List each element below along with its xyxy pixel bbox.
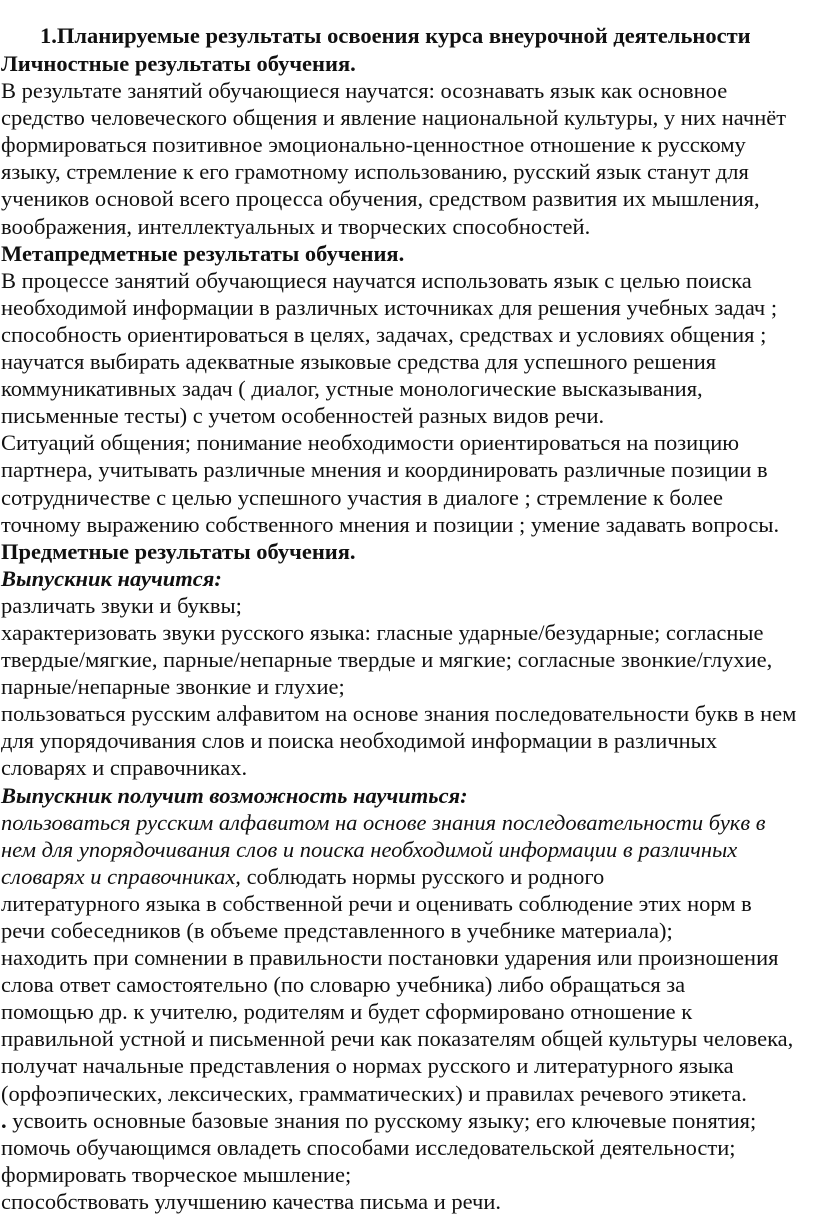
paragraph-line: необходимой информации в различных источниках для решения учебных задач ; [1,294,778,320]
subject-results-heading: Предметные результаты обучения. [1,538,356,564]
paragraph-line: точному выражению собственного мнения и позиции ; умение задавать вопросы. [1,511,780,537]
document-page [0,22,816,1215]
paragraph-line: словарях и справочниках. [1,755,248,781]
paragraph-line: правильной устной и письменной речи как показателям общей культуры человека, [1,1026,794,1052]
personal-results-heading: Личностные результаты обучения. [1,51,356,76]
paragraph-line: литературного языка в собственной речи и оценивать соблюдение этих норм в [1,890,752,916]
paragraph-line: твердые/мягкие, парные/непарные твердые и мягкие; согласные звонкие/глухие, [1,647,773,673]
graduate-will-learn-heading: Выпускник научится: [1,565,222,591]
paragraph-line: партнера, учитывать различные мнения и координировать различные позиции в [1,457,768,483]
paragraph-line: Ситуаций общения; понимание необходимости ориентироваться на позицию [1,430,740,456]
paragraph-line: В результате занятий обучающиеся научатся: осознавать язык как основное [1,78,728,104]
paragraph-line: слова ответ самостоятельно (по словарю учебника) либо обращаться за [1,972,686,998]
paragraph-line: помочь обучающимся овладеть способами исследовательской деятельности; [1,1134,736,1160]
paragraph-line: научатся выбирать адекватные языковые средства для успешного решения [1,349,717,375]
bullet-text: усвоить основные базовые знания по русскому языку; его ключевые понятия; [6,1107,757,1133]
paragraph-line: пользоваться русским алфавитом на основе знания последовательности букв в нем [1,701,797,727]
bullet-paragraph-line [1,1107,816,1134]
italic-paragraph-line: нем для упорядочивания слов и поиска необходимой информации в различных [1,836,738,862]
meta-results-heading: Метапредметные результаты обучения. [1,240,405,266]
paragraph-line: В процессе занятий обучающиеся научатся использовать язык с целью поиска [1,267,752,293]
paragraph-line: для упорядочивания слов и поиска необходимой информации в различных [1,728,718,754]
graduate-opportunity-heading: Выпускник получит возможность научиться: [1,782,468,808]
paragraph-line: находить при сомнении в правильности постановки ударения или произношения [1,945,779,971]
paragraph-line: учеников основой всего процесса обучения, средством развития их мышления, [1,186,760,212]
mixed-paragraph-line [1,863,816,890]
paragraph-line: получат начальные представления о нормах русского и литературного языка [1,1053,734,1079]
paragraph-line: языку, стремление к его грамотному использованию, русский язык станут для [1,159,749,185]
paragraph-line: парные/непарные звонкие и глухие; [1,674,345,700]
paragraph-line: сотрудничестве с целью успешного участия в диалоге ; стремление к более [1,484,723,510]
paragraph-line: коммуникативных задач ( диалог, устные монологические высказывания, [1,376,703,402]
bullet-mark: . [1,1107,7,1133]
paragraph-line: различать звуки и буквы; [1,592,242,618]
paragraph-line: способность ориентироваться в целях, задачах, средствах и условиях общения ; [1,321,767,347]
paragraph-line: помощью др. к учителю, родителям и будет сформировано отношение к [1,999,693,1025]
paragraph-line: воображения, интеллектуальных и творческих способностей. [1,213,591,239]
paragraph-line: (орфоэпических, лексических, грамматических) и правилах речевого этикета. [1,1080,747,1106]
paragraph-line: письменные тесты) с учетом особенностей разных видов речи. [1,403,605,429]
paragraph-line: средство человеческого общения и явление национальной культуры, у них начнёт [1,105,787,131]
italic-text: словарях и справочниках, [1,863,241,889]
paragraph-line: формировать творческое мышление; [1,1161,352,1187]
regular-text: соблюдать нормы русского и родного [240,863,605,889]
italic-paragraph-line: пользоваться русским алфавитом на основе знания последовательности букв в [1,809,766,835]
paragraph-line: способствовать улучшению качества письма и речи. [1,1188,502,1214]
document-title: 1.Планируемые результаты освоения курса внеурочной деятельности [40,23,751,48]
paragraph-line: характеризовать звуки русского языка: гласные ударные/безударные; согласные [1,619,764,645]
paragraph-line: речи собеседников (в объеме представленного в учебнике материала); [1,918,673,943]
paragraph-line: формироваться позитивное эмоционально-ценностное отношение к русскому [1,132,746,158]
